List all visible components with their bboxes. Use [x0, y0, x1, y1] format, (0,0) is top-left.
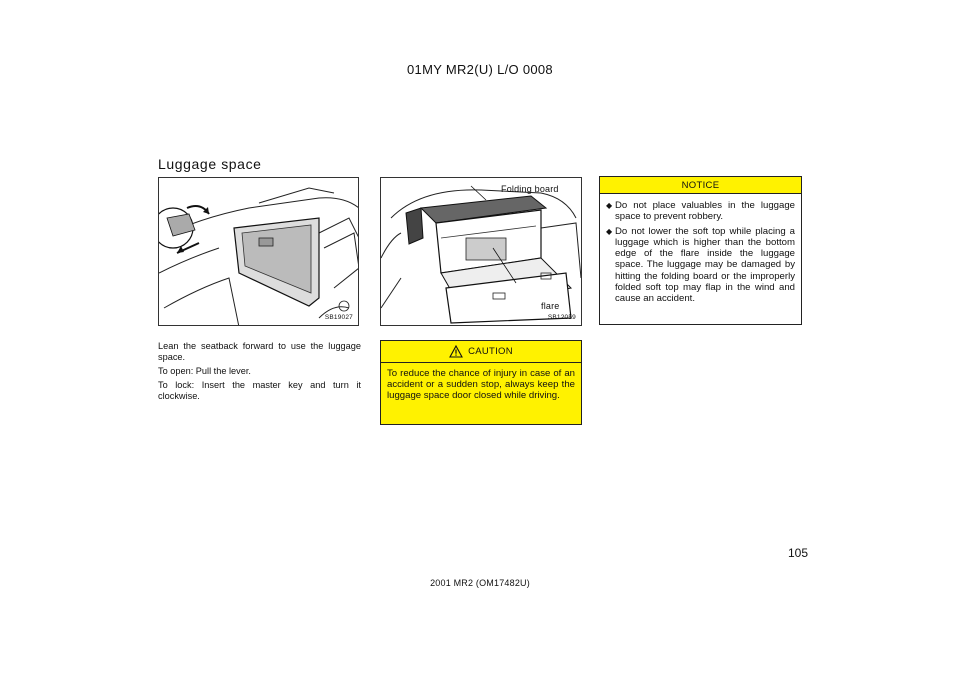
- folding-board-label: Folding board: [501, 184, 559, 194]
- figure-luggage-compartment: [380, 177, 582, 326]
- notice-item: [606, 200, 795, 223]
- document-code: 01MY MR2(U) L/O 0008: [407, 62, 553, 77]
- manual-code: 2001 MR2 (OM17482U): [430, 578, 530, 588]
- page-number: 105: [788, 546, 809, 560]
- notice-title: NOTICE: [600, 177, 801, 194]
- diamond-bullet-icon: ◆: [606, 226, 613, 236]
- caution-title: CAUTION: [468, 346, 513, 357]
- figure-code: SB12059: [547, 314, 576, 321]
- instructions-text: [158, 341, 361, 405]
- notice-item-text: Do not lower the soft top while placing a luggage which is higher than the bottom edge of the flare inside the luggage space. The luggage may be damaged by hitting the folding board or the improperly folded soft top may flap in the wind and cause an accident.: [615, 225, 795, 305]
- diamond-bullet-icon: ◆: [606, 201, 613, 210]
- paragraph: To lock: Insert the master key and turn it clockwise.: [158, 380, 361, 401]
- section-title: Luggage space: [158, 156, 262, 172]
- figure-seatback-lever: [158, 177, 359, 326]
- notice-item: [606, 226, 795, 305]
- flare-label: flare: [541, 301, 560, 311]
- paragraph: To open: Pull the lever.: [158, 366, 251, 376]
- paragraph: Lean the seatback forward to use the luggage space.: [158, 341, 361, 362]
- caution-text: To reduce the chance of injury in case of an accident or a sudden stop, always keep the luggage space door closed while driving.: [387, 368, 575, 402]
- seatback-lever-illustration: [159, 178, 359, 326]
- caution-header: [381, 341, 581, 363]
- caution-box: [380, 340, 582, 425]
- notice-box: [599, 176, 802, 325]
- warning-triangle-icon: [449, 345, 463, 358]
- notice-item-text: Do not place valuables in the luggage space to prevent robbery.: [615, 200, 795, 223]
- figure-code: SB19027: [324, 314, 353, 321]
